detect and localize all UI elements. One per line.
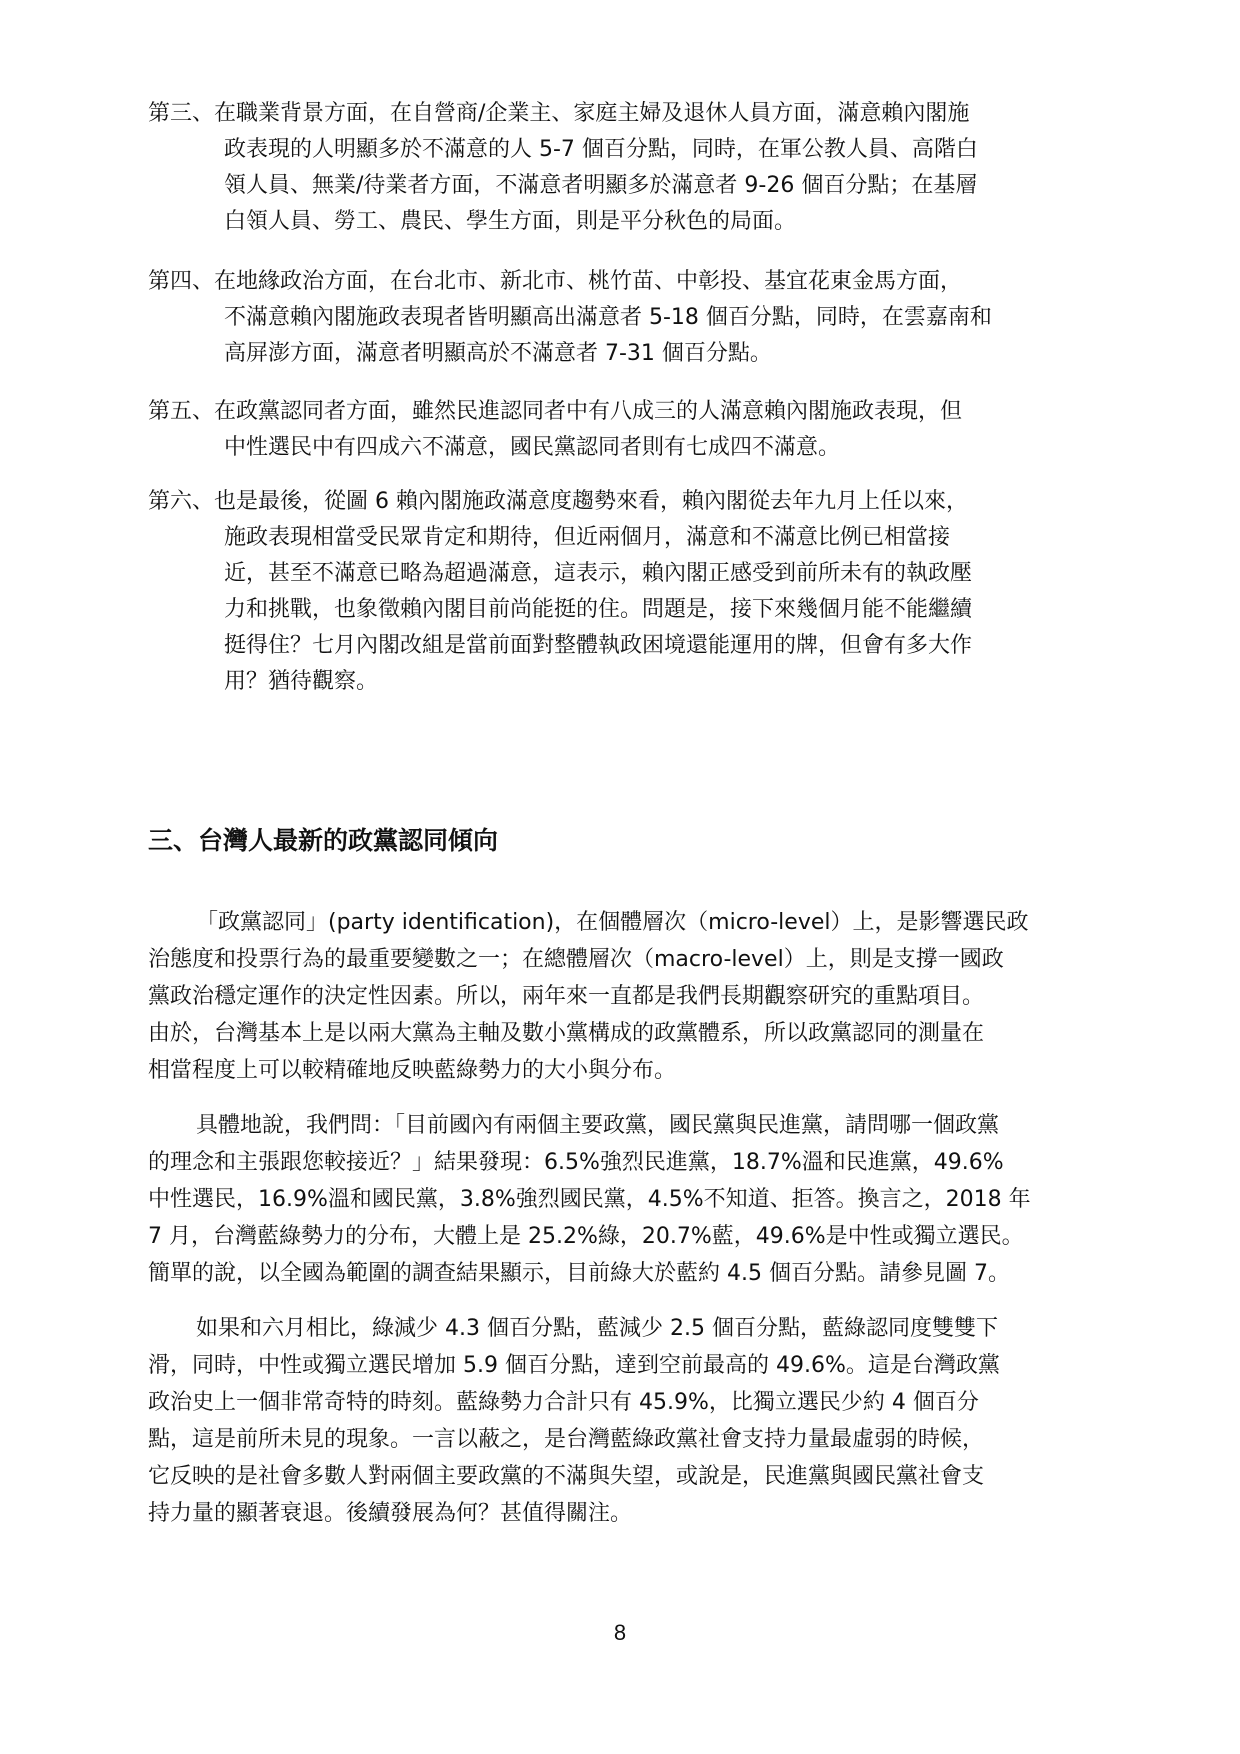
paragraph-line: 相當程度上可以較精確地反映藍綠勢力的大小與分布。 <box>148 1058 677 1083</box>
page-number: 8 <box>613 1620 627 1645</box>
list-item-line: 高屏澎方面，滿意者明顯高於不滿意者 7-31 個百分點。 <box>224 341 772 366</box>
list-item-text: 在職業背景方面，在自營商/企業主、家庭主婦及退休人員方面，滿意賴內閣施 <box>214 101 970 126</box>
list-item-line: 力和挑戰，也象徵賴內閣目前尚能挺的住。問題是，接下來幾個月能不能繼續 <box>224 597 973 622</box>
body-paragraph <box>148 904 1098 1089</box>
list-item-sixth <box>148 484 1098 700</box>
list-item-line <box>148 484 1098 520</box>
paragraph-line: 7 月，台灣藍綠勢力的分布，大體上是 25.2%綠，20.7%藍，49.6%是中性或獨立選民。 <box>148 1224 1024 1249</box>
list-item-fifth <box>148 394 1098 466</box>
body-paragraph <box>148 1310 1098 1532</box>
paragraph-line: 持力量的顯著衰退。後續發展為何？甚值得關注。 <box>148 1501 633 1526</box>
paragraph-line: 由於，台灣基本上是以兩大黨為主軸及數小黨構成的政黨體系，所以政黨認同的測量在 <box>148 1021 985 1046</box>
list-item-prefix: 第六、 <box>148 489 215 514</box>
list-item-fourth <box>148 264 1098 372</box>
paragraph-line: 如果和六月相比，綠減少 4.3 個百分點，藍減少 2.5 個百分點，藍綠認同度雙雙下 <box>196 1316 998 1341</box>
list-item-line: 白領人員、勞工、農民、學生方面，則是平分秋色的局面。 <box>224 209 797 234</box>
list-item-text: 在政黨認同者方面，雖然民進認同者中有八成三的人滿意賴內閣施政表現，但 <box>214 399 963 424</box>
paragraph-line: 的理念和主張跟您較接近？」結果發現：6.5%強烈民進黨，18.7%溫和民進黨，49.6% <box>148 1150 1004 1175</box>
list-item-prefix: 第三、 <box>148 101 215 126</box>
paragraph-line: 點，這是前所未見的現象。一言以蔽之，是台灣藍綠政黨社會支持力量最虛弱的時候， <box>148 1427 985 1452</box>
list-item-line <box>148 96 1098 132</box>
list-item-line: 近，甚至不滿意已略為超過滿意，這表示，賴內閣正感受到前所未有的執政壓 <box>224 561 973 586</box>
list-item-line: 施政表現相當受民眾肯定和期待，但近兩個月，滿意和不滿意比例已相當接 <box>224 525 951 550</box>
list-item-line: 不滿意賴內閣施政表現者皆明顯高出滿意者 5-18 個百分點，同時，在雲嘉南和 <box>224 305 992 330</box>
paragraph-line: 政治史上一個非常奇特的時刻。藍綠勢力合計只有 45.9%，比獨立選民少約 4 個百分 <box>148 1390 979 1415</box>
list-item-third <box>148 96 1098 240</box>
list-item-prefix: 第四、 <box>148 269 215 294</box>
paragraph-line: 它反映的是社會多數人對兩個主要政黨的不滿與失望，或說是，民進黨與國民黨社會支 <box>148 1464 985 1489</box>
list-item-text: 也是最後，從圖 6 賴內閣施政滿意度趨勢來看，賴內閣從去年九月上任以來， <box>214 489 969 514</box>
paragraph-line: 簡單的說，以全國為範圍的調查結果顯示，目前綠大於藍約 4.5 個百分點。請參見圖 7。 <box>148 1261 1010 1286</box>
list-item-line: 政表現的人明顯多於不滿意的人 5-7 個百分點，同時，在軍公教人員、高階白 <box>224 137 978 162</box>
paragraph-line: 治態度和投票行為的最重要變數之一；在總體層次（macro-level）上，則是支撐一國政 <box>148 947 1004 972</box>
paragraph-line: 「政黨認同」(party identification)，在個體層次（micro-level）上，是影響選民政 <box>196 910 1029 935</box>
list-item-line: 領人員、無業/待業者方面，不滿意者明顯多於滿意者 9-26 個百分點；在基層 <box>224 173 978 198</box>
list-item-line <box>148 394 1098 430</box>
list-item-line: 中性選民中有四成六不滿意，國民黨認同者則有七成四不滿意。 <box>224 435 841 460</box>
list-item-text: 在地緣政治方面，在台北市、新北市、桃竹苗、中彰投、基宜花東金馬方面， <box>214 269 963 294</box>
paragraph-line: 黨政治穩定運作的決定性因素。所以，兩年來一直都是我們長期觀察研究的重點項目。 <box>148 984 985 1009</box>
list-item-line: 挺得住？七月內閣改組是當前面對整體執政困境還能運用的牌，但會有多大作 <box>224 633 973 658</box>
list-item-line: 用？猶待觀察。 <box>224 669 379 694</box>
paragraph-line: 中性選民，16.9%溫和國民黨，3.8%強烈國民黨，4.5%不知道、拒答。換言之，2018 年 <box>148 1187 1031 1212</box>
paragraph-line: 滑，同時，中性或獨立選民增加 5.9 個百分點，達到空前最高的 49.6%。這是台灣政黨 <box>148 1353 1000 1378</box>
list-item-prefix: 第五、 <box>148 399 215 424</box>
paragraph-line: 具體地說，我們問：「目前國內有兩個主要政黨，國民黨與民進黨，請問哪一個政黨 <box>196 1113 1000 1138</box>
body-paragraph <box>148 1107 1098 1292</box>
list-item-line <box>148 264 1098 300</box>
section-heading: 三、台灣人最新的政黨認同傾向 <box>148 826 499 855</box>
